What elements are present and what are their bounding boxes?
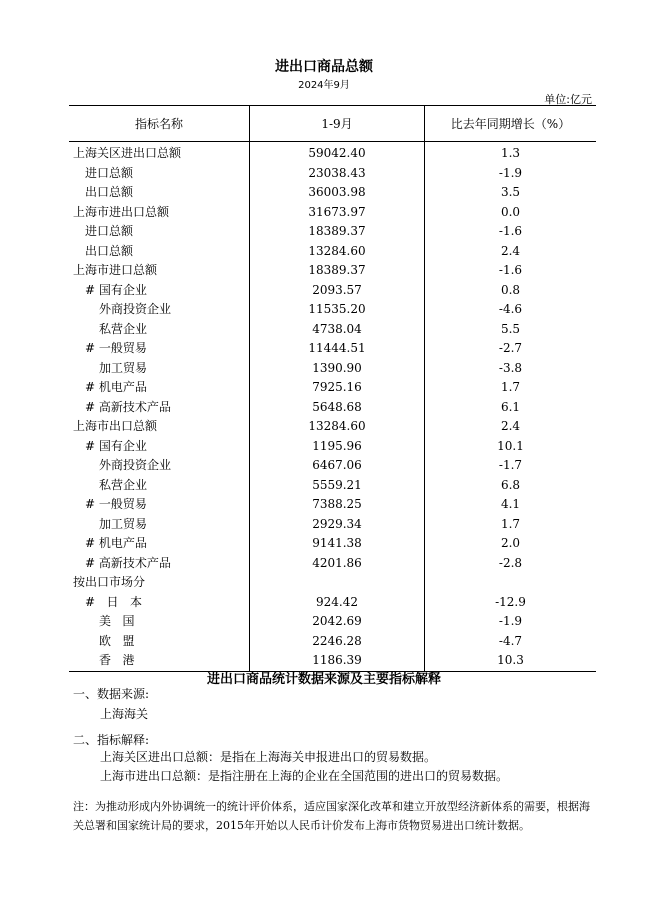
row-yoy-change: 5.5 — [500, 321, 521, 336]
row-indicator-name: # 国有企业 — [85, 438, 147, 453]
row-yoy-change: 4.1 — [500, 497, 521, 511]
table-row — [69, 573, 596, 593]
table-row — [69, 437, 596, 457]
row-indicator-name: 按出口市场分 — [73, 575, 146, 589]
row-yoy-change: 1.3 — [500, 146, 521, 160]
row-indicator-name: 私营企业 — [99, 477, 148, 492]
row-indicator-name: 香 港 — [69, 651, 250, 671]
table-header-row — [69, 106, 596, 142]
table-row — [69, 142, 596, 164]
row-indicator-name: 外商投资企业 — [99, 458, 172, 472]
row-indicator-name: 上海市出口总额 — [73, 419, 158, 433]
row-yoy-change: 3.5 — [500, 185, 521, 199]
section1-body: 上海海关 — [100, 707, 149, 721]
table-row — [69, 515, 596, 535]
section2-item-shanghai-city: 上海市进出口总额：是指注册在上海的企业在全国范围的进出口的贸易数据。 — [100, 769, 509, 783]
table-row — [69, 554, 596, 574]
row-value: 1186.39 — [250, 651, 425, 671]
row-yoy-change: -1.6 — [498, 263, 523, 277]
table-row — [69, 476, 596, 496]
table-row — [69, 300, 596, 320]
row-value: 13284.60 — [250, 417, 425, 437]
row-yoy-change: 0.0 — [500, 204, 521, 219]
table-row — [69, 456, 596, 476]
row-value: 36003.98 — [250, 183, 425, 203]
row-yoy-change: 2.4 — [500, 243, 521, 258]
table-row — [69, 261, 596, 281]
row-value: 5559.21 — [250, 476, 425, 496]
table-row — [69, 183, 596, 203]
row-indicator-name: 外商投资企业 — [99, 302, 172, 316]
section1-heading: 一、数据来源: — [73, 687, 150, 701]
row-yoy-change: 2.0 — [500, 536, 521, 550]
row-indicator-name: # 高新技术产品 — [85, 555, 171, 570]
row-indicator-name: # 一般贸易 — [85, 341, 147, 355]
row-yoy-change: -1.9 — [498, 614, 523, 628]
row-indicator-name: # 机电产品 — [85, 380, 147, 394]
row-yoy-change: -3.8 — [498, 360, 523, 375]
row-indicator-name: # 日 本 — [85, 594, 142, 609]
row-yoy-change: 10.3 — [425, 651, 597, 671]
row-indicator-name: 私营企业 — [99, 321, 148, 336]
table-row — [69, 495, 596, 515]
section2-heading: 二、指标解释: — [73, 733, 150, 747]
page-title: 进出口商品总额 — [275, 59, 373, 75]
row-yoy-change: 6.1 — [500, 399, 521, 414]
row-value: 7925.16 — [250, 378, 425, 398]
row-indicator-name: 上海关区进出口总额 — [73, 146, 182, 160]
row-value: 23038.43 — [250, 164, 425, 184]
header-yoy-growth: 比去年同期增长（%） — [425, 106, 597, 142]
row-indicator-name: # 机电产品 — [85, 536, 147, 550]
row-indicator-name: 加工贸易 — [99, 516, 148, 531]
row-yoy-change: -2.8 — [498, 555, 523, 570]
row-yoy-change: -1.7 — [498, 458, 523, 472]
row-indicator-name: 进口总额 — [85, 224, 134, 238]
row-value: 11535.20 — [250, 300, 425, 320]
row-value: 59042.40 — [250, 142, 425, 164]
table-row — [69, 632, 596, 652]
row-value: 1195.96 — [250, 437, 425, 457]
section2-item-customs-area: 上海关区进出口总额：是指在上海海关申报进出口的贸易数据。 — [100, 750, 437, 764]
row-indicator-name: 出口总额 — [85, 185, 134, 199]
table-row — [69, 222, 596, 242]
row-value: 2093.57 — [250, 281, 425, 301]
table-row — [69, 281, 596, 301]
row-value: 31673.97 — [250, 203, 425, 223]
row-indicator-name: # 高新技术产品 — [85, 399, 171, 414]
row-value: 6467.06 — [250, 456, 425, 476]
row-value: 1390.90 — [250, 359, 425, 379]
row-value: 2929.34 — [250, 515, 425, 535]
row-yoy-change: 2.4 — [500, 419, 521, 433]
row-yoy-change: 1.7 — [500, 380, 521, 394]
row-indicator-name: 上海市进出口总额 — [73, 204, 170, 219]
row-value: 2042.69 — [250, 612, 425, 632]
table-body — [69, 142, 596, 672]
table-row — [69, 378, 596, 398]
table-row — [69, 359, 596, 379]
unit-label: 单位:亿元 — [544, 93, 592, 106]
explanation-title: 进出口商品统计数据来源及主要指标解释 — [206, 672, 441, 687]
row-value: 924.42 — [250, 593, 425, 613]
row-value — [250, 573, 425, 593]
row-yoy-change: -4.6 — [498, 302, 523, 316]
row-indicator-name: 欧 盟 — [99, 633, 135, 648]
row-yoy-change: 0.8 — [500, 282, 521, 297]
row-indicator-name: # 国有企业 — [85, 282, 147, 297]
table-row — [69, 242, 596, 262]
row-yoy-change: 6.8 — [500, 477, 521, 492]
row-indicator-name: 进口总额 — [85, 165, 134, 180]
row-yoy-change: -2.7 — [498, 341, 523, 355]
header-period-value: 1-9月 — [250, 106, 425, 142]
row-yoy-change: -1.9 — [498, 165, 523, 180]
table-row — [69, 164, 596, 184]
table-row — [69, 417, 596, 437]
table-row — [69, 534, 596, 554]
row-value: 2246.28 — [250, 632, 425, 652]
row-indicator-name: 加工贸易 — [99, 360, 148, 375]
row-indicator-name: 美 国 — [99, 614, 135, 628]
row-value: 5648.68 — [250, 398, 425, 418]
trade-statistics-table — [69, 105, 596, 672]
row-value: 4738.04 — [250, 320, 425, 340]
row-yoy-change: -12.9 — [495, 594, 526, 609]
row-yoy-change: 1.7 — [500, 516, 521, 531]
row-yoy-change: 10.1 — [497, 438, 524, 453]
row-yoy-change — [425, 573, 597, 593]
header-indicator-name: 指标名称 — [69, 106, 250, 142]
row-indicator-name: 出口总额 — [85, 243, 134, 258]
table-row — [69, 339, 596, 359]
row-value: 7388.25 — [250, 495, 425, 515]
row-value: 9141.38 — [250, 534, 425, 554]
row-indicator-name: # 一般贸易 — [85, 497, 147, 511]
table-row — [69, 320, 596, 340]
report-period: 2024年9月 — [298, 80, 350, 91]
row-value: 11444.51 — [250, 339, 425, 359]
row-yoy-change: -1.6 — [498, 224, 523, 238]
footnote: 注：为推动形成内外协调统一的统计评价体系，适应国家深化改革和建立开放型经济新体系的需要，根据海关总署和国家统计局的要求，2015年开始以人民币计价发布上海市货物贸易进出口统计数据。 — [73, 800, 590, 832]
row-value: 13284.60 — [250, 242, 425, 262]
row-indicator-name: 上海市进口总额 — [73, 263, 158, 277]
table-row — [69, 593, 596, 613]
table-row — [69, 203, 596, 223]
row-value: 4201.86 — [250, 554, 425, 574]
table-row — [69, 398, 596, 418]
row-yoy-change: -4.7 — [498, 633, 523, 648]
table-row — [69, 612, 596, 632]
row-value: 18389.37 — [250, 261, 425, 281]
row-value: 18389.37 — [250, 222, 425, 242]
